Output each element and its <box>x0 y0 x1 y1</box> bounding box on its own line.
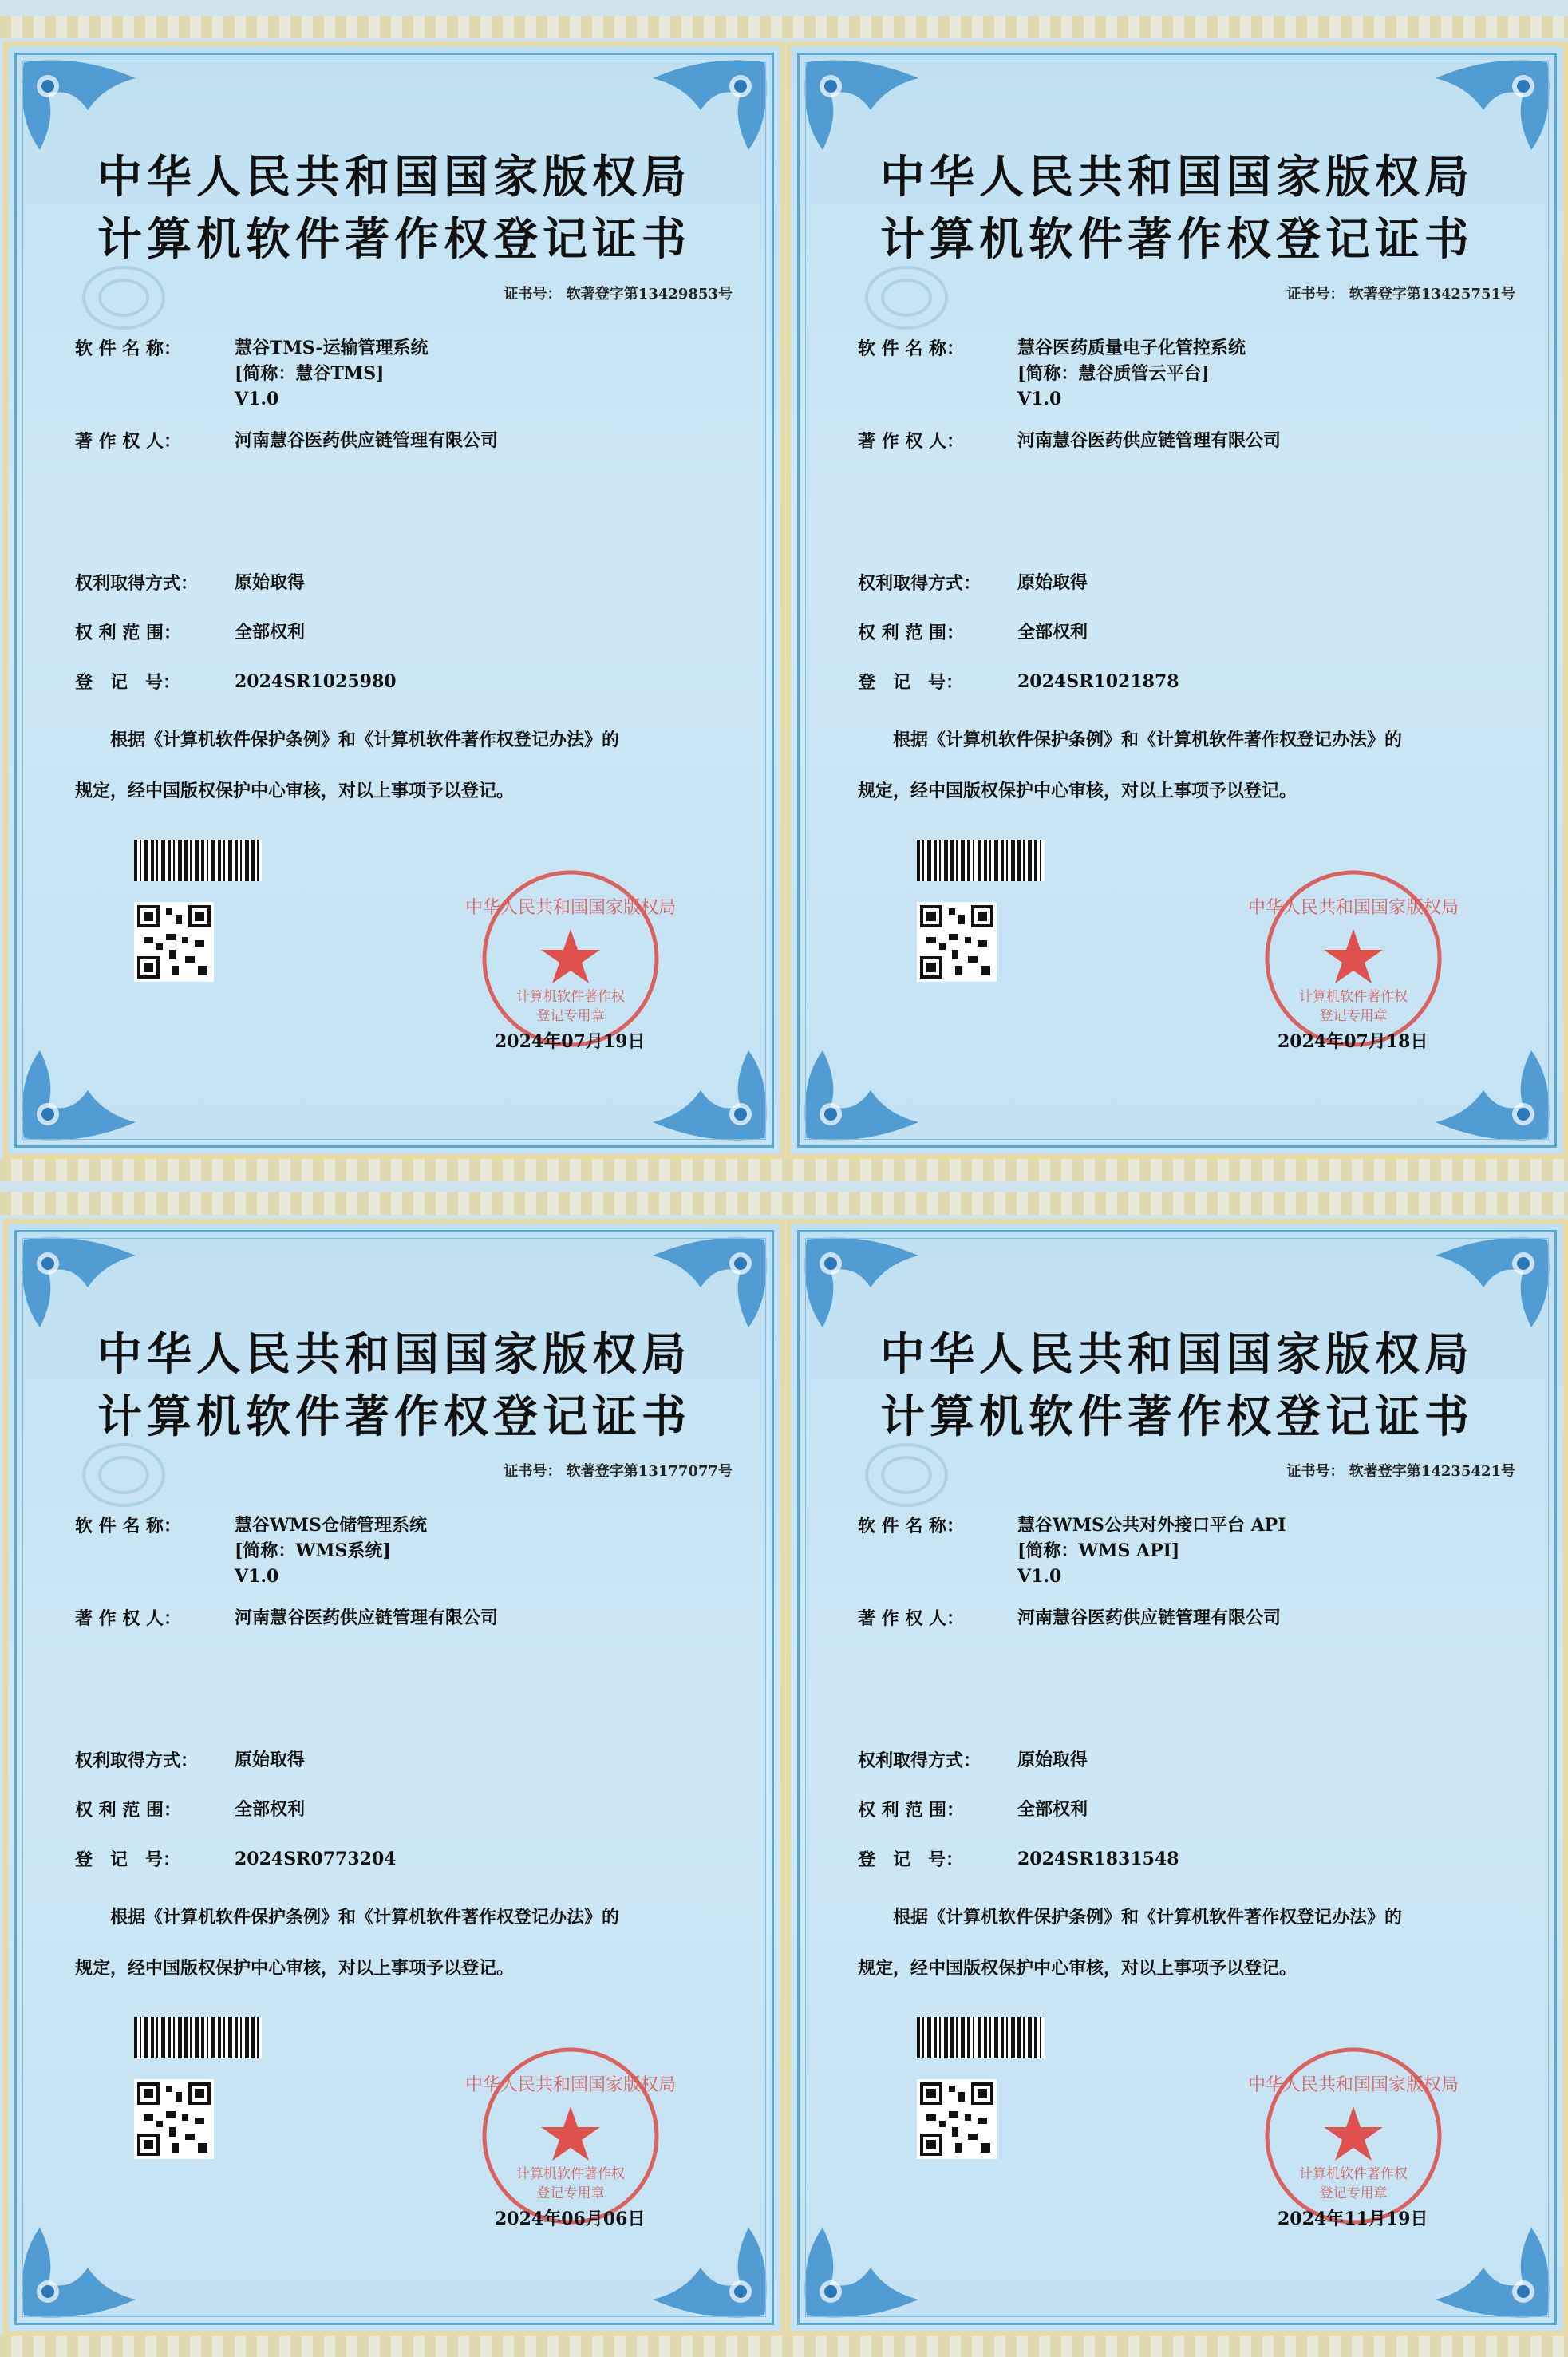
software-short-name: [简称：慧谷质管云平台] <box>1017 363 1210 384</box>
cert-title-line1: 中华人民共和国国家版权局 <box>97 1328 691 1381</box>
svg-text:中华人民共和国国家版权局: 中华人民共和国国家版权局 <box>464 2075 677 2095</box>
barcode <box>917 2017 1045 2058</box>
svg-text:登记专用章: 登记专用章 <box>536 2185 605 2201</box>
acquisition-value: 原始取得 <box>235 572 306 593</box>
cert-title-line2: 计算机软件著作权登记证书 <box>97 1390 691 1443</box>
ornament-corner-icon <box>799 1232 926 1359</box>
acquisition-value: 原始取得 <box>1017 572 1088 593</box>
acquisition-value: 原始取得 <box>1017 1750 1088 1770</box>
bottom-border-pattern <box>0 2335 1568 2357</box>
software-version: V1.0 <box>1017 389 1062 409</box>
certificate-1 <box>3 42 785 1159</box>
svg-text:计算机软件著作权: 计算机软件著作权 <box>1299 2166 1408 2182</box>
svg-text:计算机软件著作权: 计算机软件著作权 <box>1299 989 1408 1005</box>
registration-number: 2024SR1021878 <box>1017 671 1179 692</box>
ornament-corner-icon <box>16 54 144 182</box>
official-seal <box>1247 2044 1459 2228</box>
owner-value: 河南慧谷医药供应链管理有限公司 <box>235 1608 499 1628</box>
svg-text:登记专用章: 登记专用章 <box>536 1008 605 1024</box>
ornament-corner-icon <box>16 2196 144 2323</box>
ornament-corner-icon <box>16 1232 144 1359</box>
legal-paragraph-line2: 规定，经中国版权保护中心审核，对以上事项予以登记。 <box>75 781 515 801</box>
legal-paragraph-line1: 根据《计算机软件保护条例》和《计算机软件著作权登记办法》的 <box>110 1907 620 1928</box>
scope-row <box>858 619 1088 645</box>
issue-date: 2024年06月06日 <box>495 2209 646 2229</box>
emblem-watermark-icon <box>80 1439 168 1511</box>
software-name-row <box>858 335 1246 412</box>
qr-code <box>917 2079 997 2159</box>
owner-value: 河南慧谷医药供应链管理有限公司 <box>235 430 499 451</box>
acquisition-label: 权利取得方式： <box>75 573 199 594</box>
certificate-4 <box>786 1219 1568 2336</box>
official-seal <box>1247 867 1459 1050</box>
registration-number: 2024SR1025980 <box>235 671 397 692</box>
acquisition-row <box>858 1747 1088 1773</box>
ornament-corner-icon <box>799 1018 926 1146</box>
scope-label: 权 利 范 围： <box>858 623 964 643</box>
emblem-watermark-icon <box>80 262 168 334</box>
scope-row <box>75 1797 305 1822</box>
ornament-corner-icon <box>1428 1018 1555 1146</box>
legal-paragraph-line2: 规定，经中国版权保护中心审核，对以上事项予以登记。 <box>75 1958 515 1979</box>
registration-number: 2024SR0773204 <box>235 1849 397 1869</box>
cert-title-line1: 中华人民共和国国家版权局 <box>97 151 691 204</box>
svg-text:登记专用章: 登记专用章 <box>1319 2185 1388 2201</box>
owner-value: 河南慧谷医药供应链管理有限公司 <box>1017 1608 1282 1628</box>
software-name: 慧谷TMS-运输管理系统 <box>235 338 429 358</box>
svg-text:计算机软件著作权: 计算机软件著作权 <box>516 2166 625 2182</box>
software-version: V1.0 <box>235 389 279 409</box>
software-name-row <box>858 1513 1286 1589</box>
acquisition-row <box>75 1747 305 1773</box>
ornament-corner-icon <box>1428 2196 1555 2323</box>
owner-row <box>858 428 1281 453</box>
svg-text:中华人民共和国国家版权局: 中华人民共和国国家版权局 <box>1247 2075 1459 2095</box>
official-seal <box>464 867 677 1050</box>
ornament-corner-icon <box>799 54 926 182</box>
registration-row <box>75 669 397 694</box>
software-short-name: [简称：WMS API] <box>1017 1540 1180 1561</box>
registration-label: 登 记 号： <box>75 672 181 693</box>
barcode <box>134 2017 262 2058</box>
registration-row <box>858 669 1179 694</box>
ornament-corner-icon <box>16 1018 144 1146</box>
ornament-corner-icon <box>799 2196 926 2323</box>
software-name-label: 软 件 名 称： <box>858 1516 964 1536</box>
ornament-corner-icon <box>645 2196 772 2323</box>
official-seal <box>464 2044 677 2228</box>
barcode <box>134 840 262 881</box>
scope-value: 全部权利 <box>1017 1799 1088 1820</box>
cert-number: 证书号： 软著登字第13425751号 <box>1286 286 1515 303</box>
software-version: V1.0 <box>235 1566 279 1587</box>
qr-code <box>134 2079 214 2159</box>
owner-label: 著 作 权 人： <box>858 1608 964 1629</box>
scope-row <box>858 1797 1088 1822</box>
acquisition-value: 原始取得 <box>235 1750 306 1770</box>
qr-code <box>917 902 997 982</box>
ornament-corner-icon <box>645 1232 772 1359</box>
acquisition-row <box>858 570 1088 595</box>
owner-label: 著 作 权 人： <box>75 1608 181 1629</box>
software-short-name: [简称：WMS系统] <box>235 1540 391 1561</box>
issue-date: 2024年07月18日 <box>1278 1031 1428 1052</box>
registration-row <box>75 1846 397 1872</box>
middle-border-pattern-2 <box>0 1192 1568 1215</box>
ornament-corner-icon <box>1428 1232 1555 1359</box>
owner-label: 著 作 权 人： <box>75 431 181 452</box>
owner-row <box>75 1605 498 1631</box>
software-name-label: 软 件 名 称： <box>75 338 181 359</box>
legal-paragraph-line1: 根据《计算机软件保护条例》和《计算机软件著作权登记办法》的 <box>893 730 1403 750</box>
issue-date: 2024年07月19日 <box>495 1031 646 1052</box>
scope-value: 全部权利 <box>1017 622 1088 643</box>
software-name: 慧谷WMS公共对外接口平台 API <box>1017 1515 1286 1536</box>
svg-text:计算机软件著作权: 计算机软件著作权 <box>516 989 625 1005</box>
software-name-row <box>75 335 429 412</box>
software-name-label: 软 件 名 称： <box>858 338 964 359</box>
legal-paragraph-line2: 规定，经中国版权保护中心审核，对以上事项予以登记。 <box>858 1958 1297 1979</box>
barcode <box>917 840 1045 881</box>
cert-title-line1: 中华人民共和国国家版权局 <box>880 151 1474 204</box>
svg-text:登记专用章: 登记专用章 <box>1319 1008 1388 1024</box>
cert-number: 证书号： 软著登字第13177077号 <box>504 1463 733 1480</box>
cert-number: 证书号： 软著登字第13429853号 <box>504 286 733 303</box>
cert-title-line1: 中华人民共和国国家版权局 <box>880 1328 1474 1381</box>
acquisition-label: 权利取得方式： <box>858 573 981 594</box>
top-border-pattern <box>0 16 1568 38</box>
scope-value: 全部权利 <box>235 1799 306 1820</box>
software-name: 慧谷医药质量电子化管控系统 <box>1017 338 1246 358</box>
scope-row <box>75 619 305 645</box>
certificate-2 <box>786 42 1568 1159</box>
software-short-name: [简称：慧谷TMS] <box>235 363 385 384</box>
cert-title-line2: 计算机软件著作权登记证书 <box>880 213 1474 266</box>
issue-date: 2024年11月19日 <box>1278 2209 1428 2229</box>
cert-title-line2: 计算机软件著作权登记证书 <box>880 1390 1474 1443</box>
acquisition-row <box>75 570 305 595</box>
acquisition-label: 权利取得方式： <box>75 1750 199 1771</box>
acquisition-label: 权利取得方式： <box>858 1750 981 1771</box>
qr-code <box>134 902 214 982</box>
middle-border-pattern <box>0 1159 1568 1181</box>
owner-row <box>75 428 498 453</box>
scope-label: 权 利 范 围： <box>858 1800 964 1821</box>
emblem-watermark-icon <box>863 1439 950 1511</box>
registration-label: 登 记 号： <box>75 1849 181 1870</box>
scope-label: 权 利 范 围： <box>75 623 181 643</box>
emblem-watermark-icon <box>863 262 950 334</box>
registration-number: 2024SR1831548 <box>1017 1849 1179 1869</box>
software-name-row <box>75 1513 427 1589</box>
certificate-3 <box>3 1219 785 2336</box>
legal-paragraph-line1: 根据《计算机软件保护条例》和《计算机软件著作权登记办法》的 <box>893 1907 1403 1928</box>
svg-text:中华人民共和国国家版权局: 中华人民共和国国家版权局 <box>464 898 677 918</box>
legal-paragraph-line2: 规定，经中国版权保护中心审核，对以上事项予以登记。 <box>858 781 1297 801</box>
ornament-corner-icon <box>645 54 772 182</box>
software-name: 慧谷WMS仓储管理系统 <box>235 1515 427 1536</box>
owner-row <box>858 1605 1281 1631</box>
registration-row <box>858 1846 1179 1872</box>
software-version: V1.0 <box>1017 1566 1062 1587</box>
ornament-corner-icon <box>1428 54 1555 182</box>
cert-number: 证书号： 软著登字第14235421号 <box>1286 1463 1515 1480</box>
svg-text:中华人民共和国国家版权局: 中华人民共和国国家版权局 <box>1247 898 1459 918</box>
scope-value: 全部权利 <box>235 622 306 643</box>
ornament-corner-icon <box>645 1018 772 1146</box>
scope-label: 权 利 范 围： <box>75 1800 181 1821</box>
legal-paragraph-line1: 根据《计算机软件保护条例》和《计算机软件著作权登记办法》的 <box>110 730 620 750</box>
registration-label: 登 记 号： <box>858 1849 964 1870</box>
owner-value: 河南慧谷医药供应链管理有限公司 <box>1017 430 1282 451</box>
cert-title-line2: 计算机软件著作权登记证书 <box>97 213 691 266</box>
registration-label: 登 记 号： <box>858 672 964 693</box>
software-name-label: 软 件 名 称： <box>75 1516 181 1536</box>
owner-label: 著 作 权 人： <box>858 431 964 452</box>
